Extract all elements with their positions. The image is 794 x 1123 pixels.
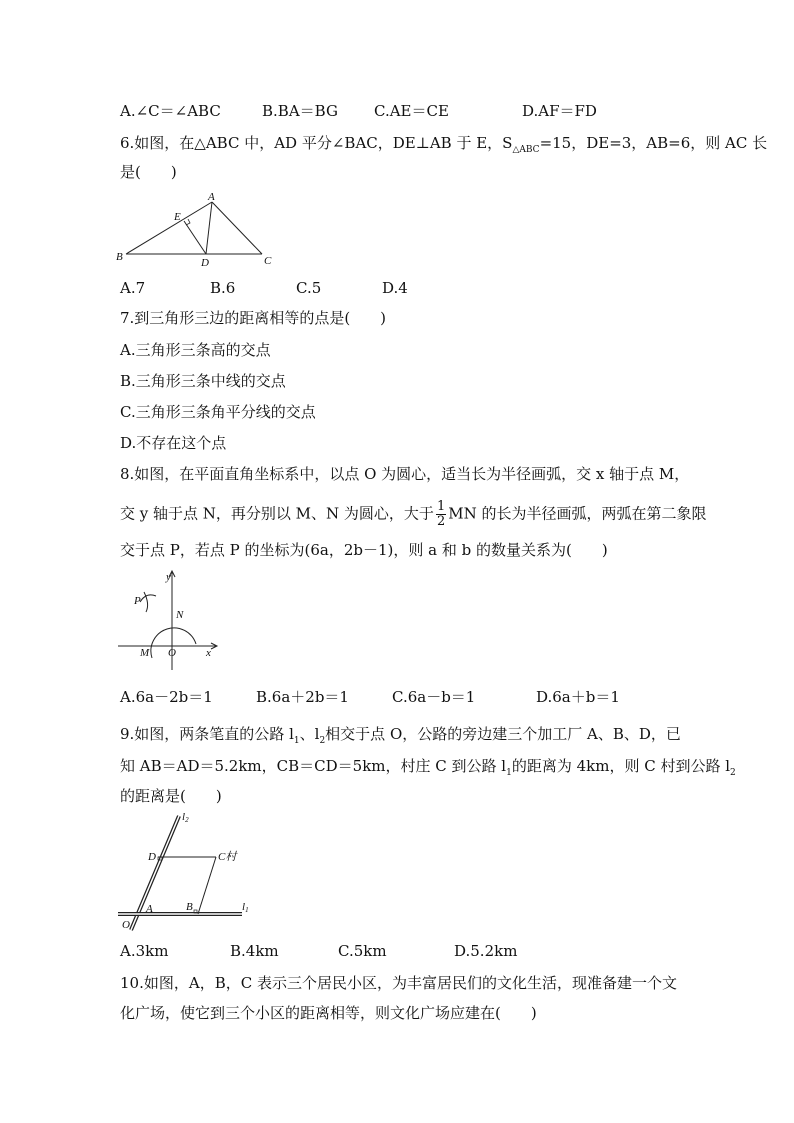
q8-coordinate-figure xyxy=(112,566,222,676)
q7-option-b: B.三角形三条中线的交点 xyxy=(120,372,286,390)
q9-option-b: B.4km xyxy=(230,942,279,960)
q7-option-a: A.三角形三条高的交点 xyxy=(120,341,271,359)
q7-stem: 7.到三角形三边的距离相等的点是( ) xyxy=(120,309,387,327)
q8-stem-line3: 交于点 P，若点 P 的坐标为(6a，2b－1)，则 a 和 b 的数量关系为( ) xyxy=(120,541,608,559)
q8-label-x: x xyxy=(206,647,211,659)
q6-option-b: B.6 xyxy=(210,279,236,297)
q8-label-m: M xyxy=(140,647,150,659)
q9-option-c: C.5km xyxy=(338,942,387,960)
q8-label-y: y xyxy=(166,571,171,583)
q9-option-d: D.5.2km xyxy=(454,942,518,960)
q6-option-a: A.7 xyxy=(120,279,146,297)
q6-label-e: E xyxy=(174,211,181,223)
q6-stem-line1: 6.如图，在△ABC 中，AD 平分∠BAC，DE⊥AB 于 E，$S_{\triangle ABC}=15$，DE=3，AB=6，则 AC 长 xyxy=(120,134,768,155)
q9-stem-line1: 9.如图，两条笔直的公路 $l_1$、$l_2$相交于点 O，公路的旁边建三个加工厂 A、B、D，已 xyxy=(120,725,681,746)
q9-label-o: O xyxy=(122,919,130,931)
q5-option-b: B.BA＝BG xyxy=(262,102,338,120)
q10-stem-line1: 10.如图，A，B，C 表示三个居民小区，为丰富居民们的文化生活，现准备建一个文 xyxy=(120,974,677,992)
q9-label-b: B xyxy=(186,901,193,913)
q8-option-d: D.6a＋b＝1 xyxy=(536,688,620,706)
q9-option-a: A.3km xyxy=(120,942,169,960)
q6-option-c: C.5 xyxy=(296,279,322,297)
q5-option-a: A.∠C＝∠ABC xyxy=(120,102,221,120)
q8-option-c: C.6a－b＝1 xyxy=(392,688,476,706)
q6-triangle-figure xyxy=(112,188,282,270)
q9-label-l1: l1 xyxy=(242,901,249,914)
q10-stem-line2: 化广场，使它到三个小区的距离相等，则文化广场应建在( ) xyxy=(120,1004,537,1022)
q6-label-b: B xyxy=(116,251,123,263)
q8-label-p: P xyxy=(134,595,141,607)
q8-label-n: N xyxy=(176,609,184,621)
q7-option-c: C.三角形三条角平分线的交点 xyxy=(120,403,316,421)
q9-label-a: A xyxy=(146,903,153,915)
q6-option-d: D.4 xyxy=(382,279,408,297)
q8-stem-line1: 8.如图，在平面直角坐标系中，以点 O 为圆心，适当长为半径画弧，交 x 轴于点 M， xyxy=(120,465,690,483)
q8-stem-line2: 交 y 轴于点 N，再分别以 M、N 为圆心，大于 $\frac{1}{2}$ MN 的长为半径画弧，两弧在第二象限 xyxy=(120,499,707,529)
q7-option-d: D.不存在这个点 xyxy=(120,434,227,452)
q9-stem-line3: 的距离是( ) xyxy=(120,787,222,805)
q9-label-c: C村 xyxy=(218,851,237,863)
q5-option-c: C.AE＝CE xyxy=(374,102,449,120)
q8-fraction: $\frac{1}{2}$ xyxy=(436,499,446,529)
q6-stem-line2: 是( ) xyxy=(120,163,177,181)
q5-option-d: D.AF＝FD xyxy=(522,102,597,120)
q6-label-d: D xyxy=(201,257,209,269)
q8-option-b: B.6a＋2b＝1 xyxy=(256,688,349,706)
q9-label-l2: l2 xyxy=(182,811,189,824)
q9-stem-line2: 知 AB＝AD＝5.2km，CB＝CD＝5km，村庄 C 到公路 $l_1$的距离为 4km，则 C 村到公路 $l_2$ xyxy=(120,757,736,778)
q8-label-o: O xyxy=(168,647,176,659)
q8-option-a: A.6a－2b＝1 xyxy=(120,688,213,706)
q9-label-d: D xyxy=(148,851,156,863)
q6-label-a: A xyxy=(208,191,215,203)
q6-label-c: C xyxy=(264,255,272,267)
q9-roads-figure xyxy=(112,810,262,934)
